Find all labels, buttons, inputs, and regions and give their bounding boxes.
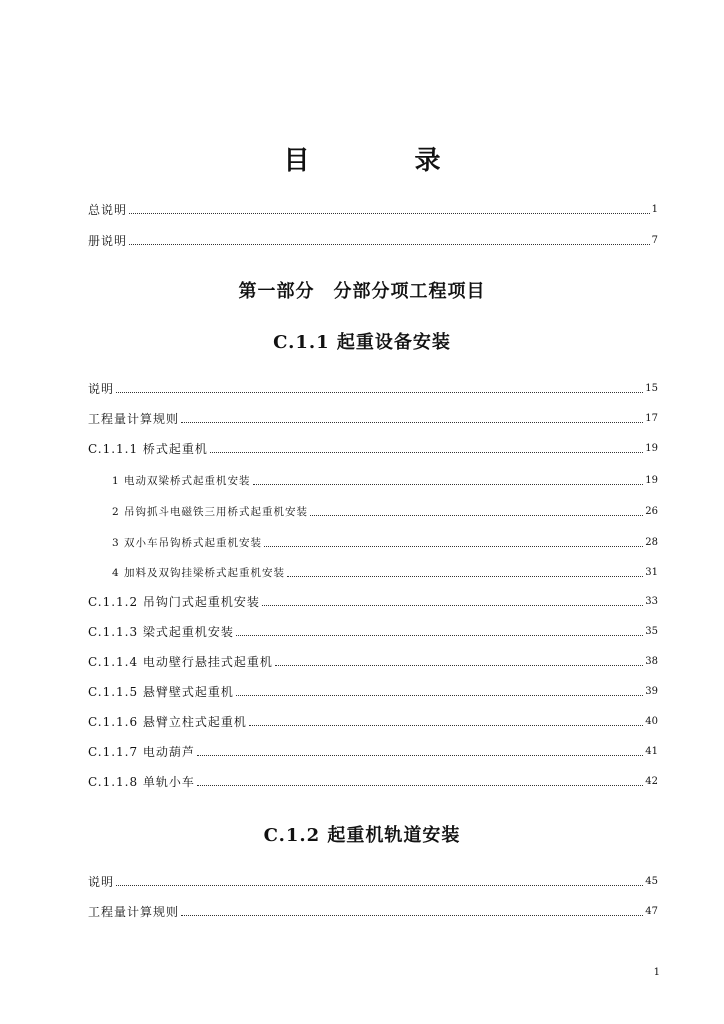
toc-leader-dots [236, 635, 643, 636]
toc-entry-page: 35 [645, 626, 658, 637]
toc-entry-label: C.1.1.8 单轨小车 [88, 775, 195, 789]
toc-entry[interactable] [88, 715, 658, 729]
toc-entry[interactable] [88, 234, 658, 248]
toc-entry-label: 说明 [88, 875, 115, 889]
toc-entry-label: C.1.1.5 悬臂壁式起重机 [88, 685, 234, 699]
toc-leader-dots [129, 244, 650, 245]
toc-subentry[interactable] [112, 566, 658, 580]
toc-entry-page: 15 [645, 383, 658, 394]
toc-entry-page: 31 [645, 567, 658, 578]
toc-leader-dots [181, 422, 643, 423]
toc-entry-label: 说明 [88, 382, 115, 396]
toc-leader-dots [236, 695, 643, 696]
page-title: 目 录 [283, 146, 489, 176]
toc-subentry[interactable] [112, 505, 658, 519]
toc-entry[interactable] [88, 875, 658, 889]
toc-entry-page: 40 [645, 716, 658, 727]
toc-entry-page: 19 [645, 475, 658, 486]
toc-entry-page: 39 [645, 686, 658, 697]
toc-entry-label: 3 双小车吊钩桥式起重机安装 [112, 537, 263, 549]
toc-entry[interactable] [88, 775, 658, 789]
toc-leader-dots [262, 605, 643, 606]
toc-entry-page: 17 [645, 413, 658, 424]
toc-entry[interactable] [88, 203, 658, 217]
toc-entry[interactable] [88, 625, 658, 639]
toc-leader-dots [249, 725, 643, 726]
part-heading: 第一部分 分部分项工程项目 [238, 281, 486, 302]
toc-leader-dots [210, 452, 643, 453]
section-heading: C.1.1 起重设备安装 [273, 332, 451, 353]
toc-leader-dots [116, 392, 643, 393]
toc-leader-dots [181, 915, 643, 916]
toc-entry-label: C.1.1.2 吊钩门式起重机安装 [88, 595, 260, 609]
toc-entry[interactable] [88, 685, 658, 699]
toc-leader-dots [129, 213, 650, 214]
toc-entry[interactable] [88, 412, 658, 426]
toc-entry-page: 42 [645, 776, 658, 787]
toc-entry-label: C.1.1.6 悬臂立柱式起重机 [88, 715, 247, 729]
toc-entry-page: 41 [645, 746, 658, 757]
toc-entry-page: 28 [645, 537, 658, 548]
section-heading: C.1.2 起重机轨道安装 [263, 825, 461, 846]
toc-entry-page: 38 [645, 656, 658, 667]
toc-entry-page: 19 [645, 443, 658, 454]
toc-subentry[interactable] [112, 474, 658, 488]
toc-entry-label: 册说明 [88, 234, 128, 248]
toc-entry-label: 总说明 [88, 203, 128, 217]
toc-entry-label: 工程量计算规则 [88, 412, 180, 426]
toc-leader-dots [197, 755, 643, 756]
toc-entry-label: C.1.1.7 电动葫芦 [88, 745, 195, 759]
toc-entry-label: C.1.1.1 桥式起重机 [88, 442, 208, 456]
toc-entry[interactable] [88, 745, 658, 759]
page-number: 1 [653, 967, 660, 978]
toc-subentry[interactable] [112, 536, 658, 550]
toc-entry-page: 7 [651, 235, 658, 246]
toc-entry-page: 1 [651, 204, 658, 215]
toc-entry[interactable] [88, 595, 658, 609]
toc-entry-label: C.1.1.4 电动壁行悬挂式起重机 [88, 655, 273, 669]
toc-leader-dots [310, 515, 643, 516]
toc-entry-label: C.1.1.3 梁式起重机安装 [88, 625, 234, 639]
toc-entry-page: 26 [645, 506, 658, 517]
toc-entry[interactable] [88, 382, 658, 396]
toc-leader-dots [197, 785, 643, 786]
toc-entry[interactable] [88, 905, 658, 919]
toc-entry[interactable] [88, 655, 658, 669]
toc-leader-dots [264, 546, 643, 547]
toc-leader-dots [287, 576, 643, 577]
toc-leader-dots [116, 885, 643, 886]
toc-leader-dots [275, 665, 643, 666]
toc-entry-page: 45 [645, 876, 658, 887]
toc-entry-page: 47 [645, 906, 658, 917]
toc-entry-label: 工程量计算规则 [88, 905, 180, 919]
toc-entry[interactable] [88, 442, 658, 456]
toc-entry-label: 2 吊钩抓斗电磁铁三用桥式起重机安装 [112, 506, 309, 518]
toc-entry-label: 4 加料及双钩挂梁桥式起重机安装 [112, 567, 286, 579]
toc-entry-page: 33 [645, 596, 658, 607]
toc-leader-dots [253, 484, 644, 485]
toc-entry-label: 1 电动双梁桥式起重机安装 [112, 475, 251, 487]
